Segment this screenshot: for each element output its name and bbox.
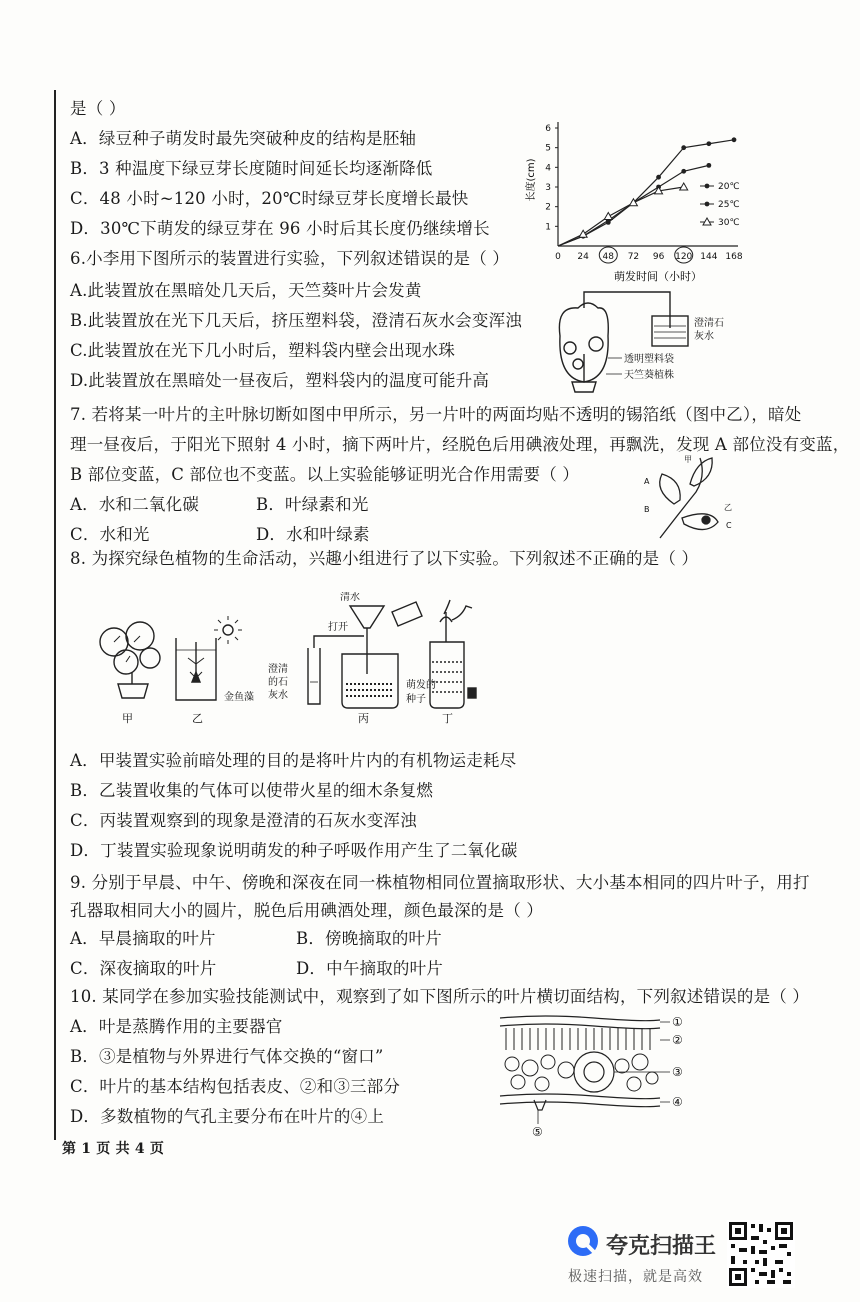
- page-number: 第 1 页 共 4 页: [62, 1141, 165, 1157]
- setup-jia-plant: [100, 622, 160, 698]
- q9-option-c: C．深夜摘取的叶片: [70, 959, 217, 978]
- q8-label-jia: 甲: [122, 712, 133, 725]
- q5-stem: 是（ ）: [70, 99, 126, 118]
- q8-stem: 8. 为探究绿色植物的生命活动，兴趣小组进行了以下实验。下列叙述不正确的是（ ）: [70, 549, 699, 568]
- q9-option-b: B．傍晚摘取的叶片: [296, 929, 442, 948]
- y-tick-label: 4: [545, 163, 551, 174]
- q6-stem: 6.小李用下图所示的装置进行实验，下列叙述错误的是（ ）: [70, 249, 510, 268]
- legend-label: 20℃: [718, 182, 740, 192]
- qr-code-icon: [727, 1220, 795, 1288]
- q8-option-b: B．乙装置收集的气体可以使带火星的细木条复燃: [70, 781, 434, 800]
- y-tick-label: 1: [545, 222, 551, 233]
- q10-label-5: ⑤: [532, 1125, 543, 1139]
- q8-label-fish: 金鱼藻: [224, 692, 254, 703]
- q6-option-a: A.此装置放在黑暗处几天后，天竺葵叶片会发黄: [70, 281, 422, 300]
- palisade-cells: [506, 1028, 650, 1050]
- q7-option-b: B．叶绿素和光: [256, 495, 369, 514]
- q7-line-2: 理一昼夜后，于阳光下照射 4 小时，摘下两叶片，经脱色后用碘液处理，再飘洗，发现 A 部位没有变蓝，: [70, 435, 850, 454]
- spongy-cells: [505, 1054, 658, 1091]
- q8-label-open: 打开: [328, 622, 348, 633]
- q10-leaf-section-figure: [494, 1012, 694, 1142]
- q8-option-d: D．丁装置实验现象说明萌发的种子呼吸作用产生了二氧化碳: [70, 841, 518, 860]
- q5-option-c: C．48 小时~120 小时，20℃时绿豆芽长度增长最快: [70, 189, 469, 208]
- legend-marker: [705, 184, 710, 189]
- q5-option-a: A．绿豆种子萌发时最先突破种皮的结构是胚轴: [70, 129, 417, 148]
- leaf-yi: [682, 514, 718, 530]
- chart-xlabel: 萌发时间（小时）: [614, 270, 702, 283]
- binding-margin-line: [54, 90, 56, 1140]
- foil-patch: [702, 516, 710, 524]
- q7-option-a: A．水和二氧化碳: [70, 495, 200, 514]
- q6-option-c: C.此装置放在光下几小时后，塑料袋内壁会出现水珠: [70, 341, 456, 360]
- series-point: [706, 163, 711, 168]
- q8-label-seed2: 种子: [406, 694, 426, 705]
- q5-option-d: D．30℃下萌发的绿豆芽在 96 小时后其长度仍继续增长: [70, 219, 490, 238]
- q10-option-b: B．③是植物与外界进行气体交换的“窗口”: [70, 1047, 384, 1066]
- setup-yi-beaker: [176, 616, 242, 700]
- y-tick-label: 3: [545, 183, 551, 193]
- q9-line-1: 9. 分别于早晨、中午、傍晚和深夜在同一株植物相同位置摘取形状、大小基本相同的四片叶子，用打: [70, 873, 810, 892]
- x-tick-label: 0: [555, 252, 561, 262]
- series-point: [680, 183, 688, 190]
- series-point: [681, 145, 686, 150]
- q8-option-c: C．丙装置观察到的现象是澄清的石灰水变浑浊: [70, 811, 417, 830]
- series-line-2: [558, 187, 684, 246]
- series-point: [656, 175, 661, 180]
- q8-label-seed1: 萌发的: [406, 680, 436, 691]
- q10-option-a: A．叶是蒸腾作用的主要器官: [70, 1017, 283, 1036]
- brand-slogan: 极速扫描，就是高效: [568, 1269, 703, 1285]
- q8-label-ding: 丁: [442, 712, 453, 725]
- legend-label: 25℃: [718, 200, 740, 210]
- q10-label-4: ④: [672, 1095, 683, 1109]
- q10-option-c: C．叶片的基本结构包括表皮、②和③三部分: [70, 1077, 401, 1096]
- q8-label-yi: 乙: [192, 712, 203, 725]
- setup-ding-bottle: [430, 600, 476, 708]
- y-tick-label: 2: [545, 202, 551, 213]
- upper-epidermis: [500, 1016, 660, 1021]
- series-point: [681, 169, 686, 174]
- x-tick-label: 168: [725, 252, 743, 262]
- q7-label-c: C: [726, 521, 732, 530]
- vein-bundle: [574, 1052, 614, 1092]
- x-tick-label: 144: [700, 252, 718, 262]
- chart-legend: [700, 182, 740, 228]
- x-tick-label: 120: [675, 252, 693, 262]
- q7-option-c: C．水和光: [70, 525, 150, 544]
- q6-label-lime2: 灰水: [694, 331, 714, 342]
- leaf-jia: [660, 474, 680, 504]
- series-point: [706, 141, 711, 146]
- legend-marker: [705, 202, 710, 207]
- chart-ylabel: 长度(cm): [526, 158, 537, 202]
- connecting-tube: [584, 292, 670, 328]
- brand-logo-icon: [566, 1224, 600, 1258]
- q6-option-b: B.此装置放在光下几天后，挤压塑料袋，澄清石灰水会变浑浊: [70, 311, 522, 330]
- q8-label-water: 清水: [340, 592, 360, 603]
- series-line-0: [558, 140, 734, 246]
- q7-line-3: B 部位变蓝，C 部位也不变蓝。以上实验能够证明光合作用需要（ ）: [70, 465, 580, 484]
- q7-leaves-figure: [640, 452, 740, 542]
- q6-label-plant: 天竺葵植株: [624, 370, 674, 381]
- q10-option-d: D．多数植物的气孔主要分布在叶片的④上: [70, 1107, 385, 1126]
- q8-label-bing: 丙: [358, 712, 369, 725]
- q8-label-lime2: 的石: [268, 677, 288, 688]
- y-tick-label: 6: [545, 124, 551, 134]
- q7-line-1: 7. 若将某一叶片的主叶脉切断如图中甲所示，另一片叶的两面均贴不透明的锡箔纸（图中乙），暗处: [70, 405, 802, 424]
- q10-label-2: ②: [672, 1033, 683, 1047]
- lower-epidermis: [500, 1094, 660, 1099]
- q6-label-bag: 透明塑料袋: [624, 354, 674, 365]
- q5-option-b: B．3 种温度下绿豆芽长度随时间延长均逐渐降低: [70, 159, 433, 178]
- q10-stem: 10. 某同学在参加实验技能测试中，观察到了如下图所示的叶片横切面结构，下列叙述错误的是（ ）: [70, 987, 810, 1006]
- q7-label-a: A: [644, 477, 650, 486]
- x-tick-label: 72: [627, 252, 640, 262]
- series-point: [579, 230, 587, 237]
- q6-label-leaders: [606, 358, 622, 374]
- q6-apparatus-figure: [548, 286, 748, 396]
- x-tick-label: 96: [652, 252, 665, 262]
- q9-option-d: D．中午摘取的叶片: [296, 959, 444, 978]
- q7-label-jia: 甲: [684, 455, 692, 464]
- brand-name: 夸克扫描王: [606, 1234, 717, 1259]
- q8-option-a: A．甲装置实验前暗处理的目的是将叶片内的有机物运走耗尽: [70, 751, 517, 770]
- q6-label-lime1: 澄清石: [694, 318, 724, 329]
- q9-line-2: 孔器取相同大小的圆片，脱色后用碘酒处理，颜色最深的是（ ）: [70, 901, 544, 920]
- q7-option-d: D．水和叶绿素: [256, 525, 370, 544]
- q8-label-lime1: 澄清: [268, 664, 288, 675]
- x-tick-label: 24: [577, 252, 589, 262]
- q10-label-3: ③: [672, 1065, 683, 1079]
- chart-series: [558, 137, 736, 246]
- q8-label-lime3: 灰水: [268, 690, 288, 701]
- leaf-1: [564, 342, 576, 354]
- q7-label-yi: 乙: [724, 503, 732, 512]
- series-point: [732, 137, 737, 142]
- y-tick-label: 5: [545, 143, 551, 154]
- q9-option-a: A．早晨摘取的叶片: [70, 929, 216, 948]
- series-point: [604, 213, 612, 220]
- q10-label-1: ①: [672, 1015, 683, 1029]
- flower-pot: [572, 382, 596, 392]
- q8-experiments-figure: [92, 592, 482, 732]
- growth-chart: [520, 118, 780, 288]
- q6-option-d: D.此装置放在黑暗处一昼夜后，塑料袋内的温度可能升高: [70, 371, 490, 390]
- setup-bing-apparatus: [308, 602, 422, 708]
- legend-label: 30℃: [718, 218, 740, 228]
- leaf-3: [573, 359, 583, 369]
- leaf-2: [589, 337, 603, 351]
- q7-label-b: B: [644, 505, 650, 514]
- x-tick-label: 48: [602, 252, 615, 262]
